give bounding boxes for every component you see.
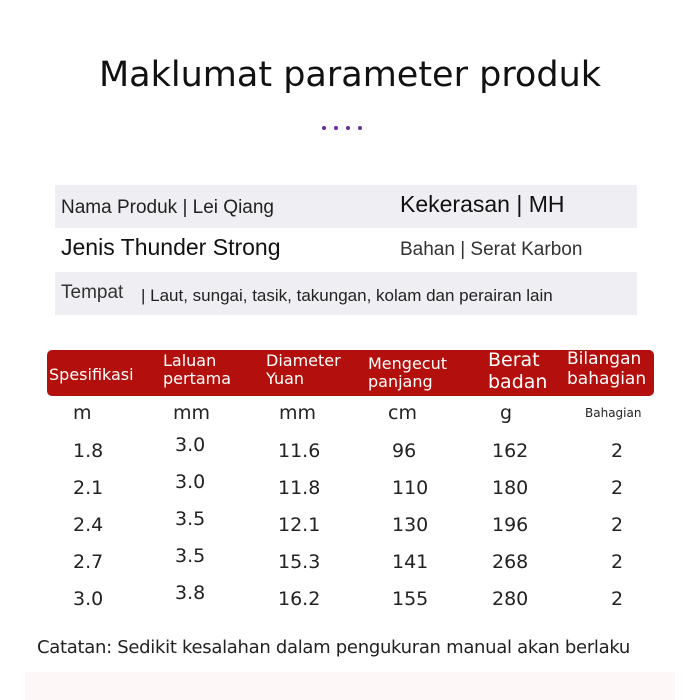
- product-type: Jenis Thunder Strong: [61, 234, 281, 260]
- table-cell: 11.6: [278, 440, 321, 462]
- table-cell: 110: [392, 477, 429, 499]
- table-cell: 3.0: [175, 434, 206, 456]
- table-cell: 268: [492, 551, 529, 573]
- table-cell: 3.0: [175, 471, 206, 493]
- unit-cell: Bahagian: [585, 406, 642, 420]
- measurement-note: Catatan: Sedikit kesalahan dalam pengukuran manual akan berlaku: [37, 637, 631, 658]
- unit-cell: cm: [388, 402, 417, 424]
- table-row: [47, 432, 654, 462]
- header-bilangan-bahagian: Bilangan bahagian: [567, 349, 647, 389]
- table-row: [47, 506, 654, 536]
- info-row-type-material: [55, 228, 637, 271]
- table-cell: 2: [611, 588, 624, 610]
- table-cell: 3.0: [73, 588, 104, 610]
- unit-cell: mm: [279, 402, 317, 424]
- header-laluan-pertama: Laluan pertama: [163, 351, 232, 388]
- table-cell: 162: [492, 440, 529, 462]
- table-cell: 141: [392, 551, 429, 573]
- table-cell: 2: [611, 440, 624, 462]
- table-cell: 2.7: [73, 551, 104, 573]
- table-cell: 3.5: [175, 508, 206, 530]
- page-title: Maklumat parameter produk: [98, 55, 602, 95]
- table-row: [47, 469, 654, 499]
- header-berat-badan: Berat badan: [488, 349, 548, 393]
- header-spesifikasi: Spesifikasi: [49, 365, 134, 384]
- hardness: Kekerasan | MH: [400, 191, 565, 217]
- info-row-place: [55, 272, 637, 315]
- table-cell: 11.8: [278, 477, 321, 499]
- unit-cell: m: [73, 402, 92, 424]
- table-cell: 96: [392, 440, 417, 462]
- decorative-dots: [322, 126, 362, 130]
- table-cell: 12.1: [278, 514, 321, 536]
- bottom-band: [25, 672, 675, 700]
- material: Bahan | Serat Karbon: [400, 239, 583, 260]
- table-cell: 2.4: [73, 514, 104, 536]
- table-cell: 155: [392, 588, 429, 610]
- spec-table-header: [47, 350, 654, 396]
- place-value: | Laut, sungai, tasik, takungan, kolam dan perairan lain: [141, 286, 553, 305]
- table-cell: 2: [611, 514, 624, 536]
- table-cell: 3.8: [175, 582, 206, 604]
- unit-cell: mm: [173, 402, 211, 424]
- table-cell: 15.3: [278, 551, 321, 573]
- header-diameter-yuan: Diameter Yuan: [266, 351, 341, 388]
- table-cell: 196: [492, 514, 529, 536]
- table-row: [47, 580, 654, 610]
- table-cell: 16.2: [278, 588, 321, 610]
- table-cell: 280: [492, 588, 529, 610]
- table-cell: 130: [392, 514, 429, 536]
- table-cell: 180: [492, 477, 529, 499]
- product-name: Nama Produk | Lei Qiang: [61, 197, 274, 218]
- header-mengecut-panjang: Mengecut panjang: [368, 354, 447, 391]
- unit-cell: g: [500, 402, 513, 424]
- units-row: [47, 402, 654, 432]
- info-row-name-hardness: [55, 185, 637, 228]
- table-cell: 2.1: [73, 477, 104, 499]
- table-cell: 3.5: [175, 545, 206, 567]
- place-label: Tempat: [61, 282, 124, 303]
- table-row: [47, 543, 654, 573]
- table-cell: 2: [611, 551, 624, 573]
- table-cell: 2: [611, 477, 624, 499]
- table-cell: 1.8: [73, 440, 104, 462]
